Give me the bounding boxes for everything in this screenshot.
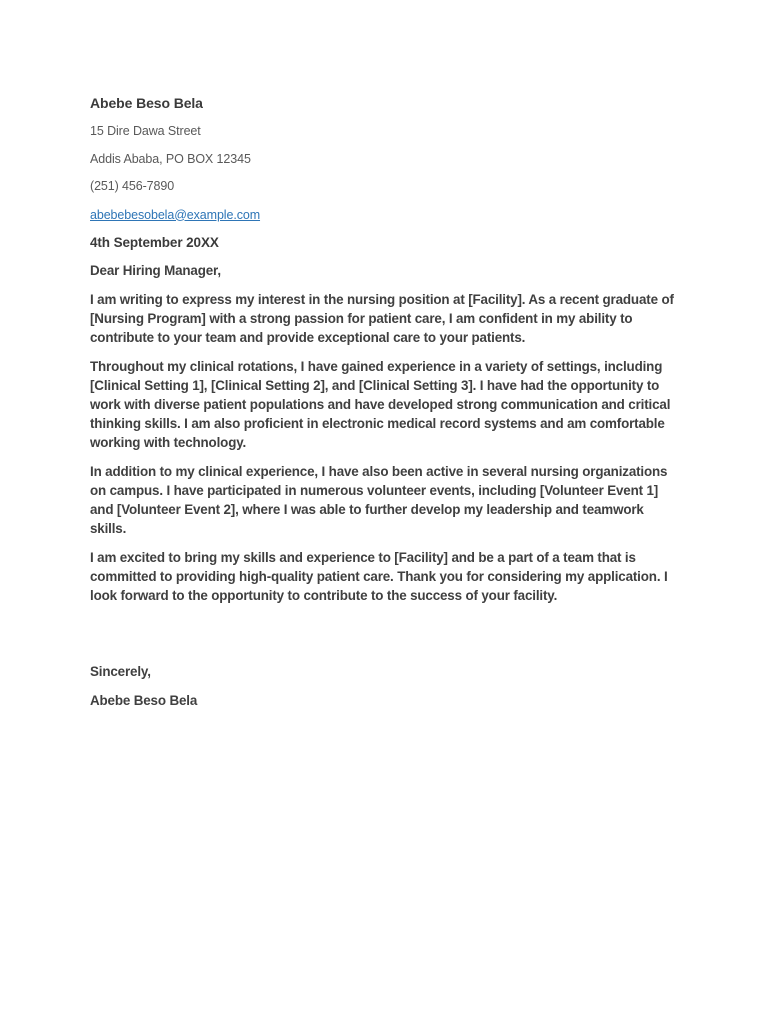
body-paragraph-1: I am writing to express my interest in the nursing position at [Facility]. As a recent graduate of [Nursing Program] with a strong passion for patient care, I am confident in my ability to contribute to your team and provide exceptional care to your patients. bbox=[90, 292, 674, 345]
closing: Sincerely, bbox=[90, 664, 151, 679]
salutation: Dear Hiring Manager, bbox=[90, 263, 221, 278]
letter-date: 4th September 20XX bbox=[90, 235, 219, 250]
signature-name: Abebe Beso Bela bbox=[90, 693, 198, 708]
sender-name: Abebe Beso Bela bbox=[90, 95, 203, 111]
body-paragraph-2: Throughout my clinical rotations, I have gained experience in a variety of settings, including [Clinical Setting 1], [Clinical Setting 2], and [Clinical Setting 3]. I have had the opportunity to work with diverse patient populations and have developed strong communication and critical thinking skills. I am also proficient in electronic medical record systems and am comfortable working with technology. bbox=[90, 359, 671, 450]
sender-email-link[interactable]: abebebesobela@example.com bbox=[90, 207, 261, 222]
sender-phone: (251) 456-7890 bbox=[90, 179, 175, 193]
sender-email-line bbox=[90, 205, 678, 225]
body-paragraph-4: I am excited to bring my skills and experience to [Facility] and be a part of a team that is committed to providing high-quality patient care. Thank you for considering my application. I look forward to the opportunity to contribute to the success of your facility. bbox=[90, 550, 668, 603]
sender-address-line1: 15 Dire Dawa Street bbox=[90, 124, 201, 138]
body-paragraph-3: In addition to my clinical experience, I have also been active in several nursing organizations on campus. I have participated in numerous volunteer events, including [Volunteer Event 1] and [Volunteer Event 2], where I was able to further develop my leadership and teamwork skills. bbox=[90, 464, 668, 536]
sender-address-line2: Addis Ababa, PO BOX 12345 bbox=[90, 151, 251, 166]
